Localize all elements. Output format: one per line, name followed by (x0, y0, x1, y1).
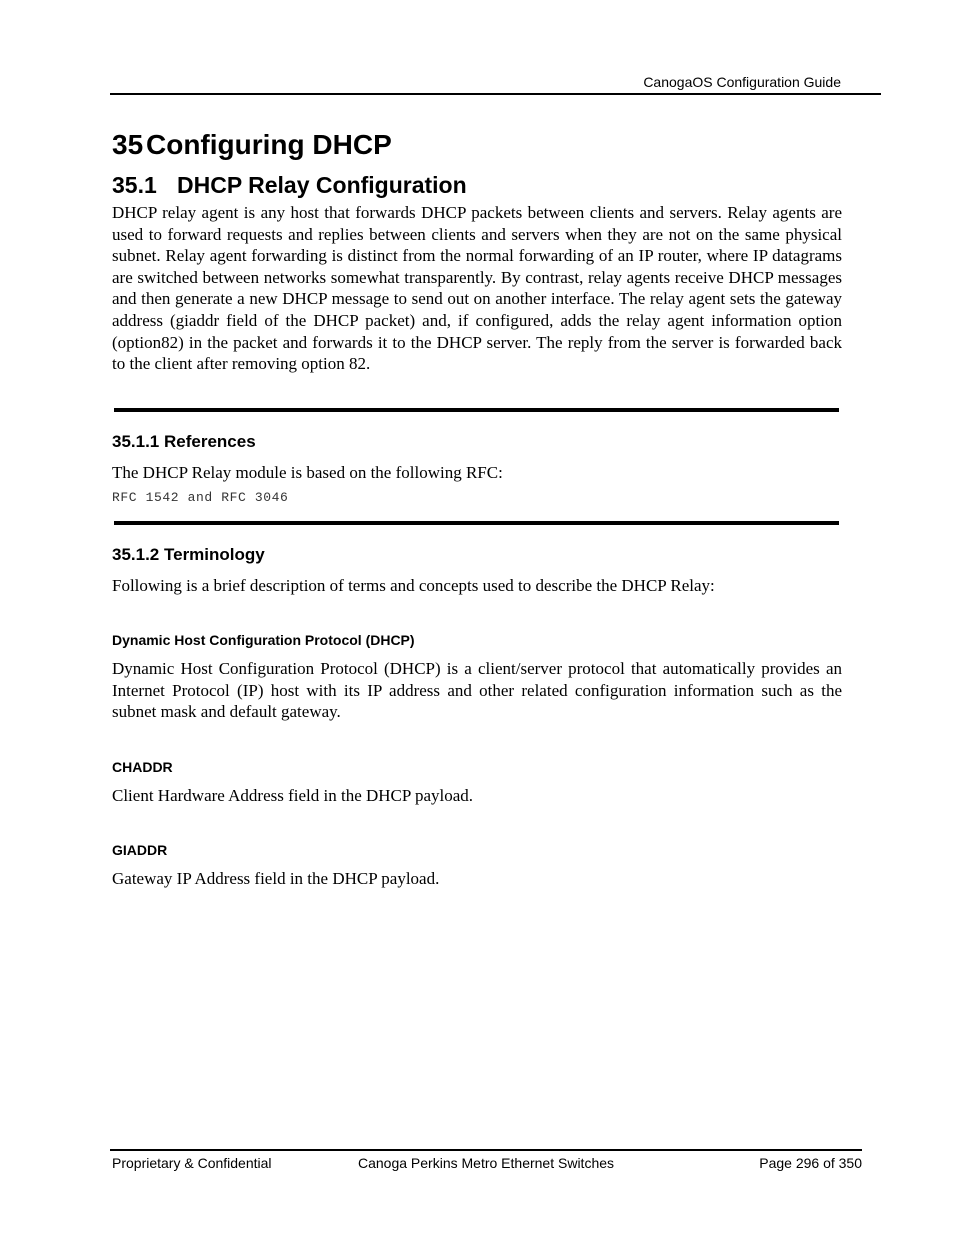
term-definition: Dynamic Host Configuration Protocol (DHCP) is a client/server protocol that automatically provides an Internet Protocol (IP) host with its IP address and other related configuration information such as the subnet mask and default gateway. (112, 658, 842, 722)
page-number: Page 296 of 350 (759, 1155, 862, 1171)
section-divider (114, 521, 839, 525)
section-divider (114, 408, 839, 412)
references-text: The DHCP Relay module is based on the following RFC: (112, 462, 503, 482)
term-name: GIADDR (112, 842, 168, 859)
footer-product: Canoga Perkins Metro Ethernet Switches (358, 1155, 615, 1171)
section-title (112, 168, 842, 202)
section-title-text: DHCP Relay Configuration (177, 172, 467, 198)
terminology-intro: Following is a brief description of terms and concepts used to describe the DHCP Relay: (112, 576, 715, 596)
term-name: Dynamic Host Configuration Protocol (DHCP) (112, 631, 415, 648)
chapter-title-text: Configuring DHCP (146, 129, 392, 160)
page-content (112, 120, 842, 890)
chapter-title (112, 128, 842, 168)
section-number: 35.1 (112, 172, 157, 198)
term-name: CHADDR (112, 758, 173, 775)
page-footer (110, 1149, 862, 1173)
footer-confidentiality: Proprietary & Confidential (112, 1155, 272, 1171)
references-title: 35.1.1 References (112, 431, 256, 451)
terminology-title: 35.1.2 Terminology (112, 545, 265, 565)
section-intro: DHCP relay agent is any host that forwards DHCP packets between clients and servers. Relay agents are used to forward requests and replies between clients and servers when they are not on the same physical subnet. Relay agent forwarding is distinct from the normal forwarding of an IP router, where IP datagrams are switched between networks somewhat transparently. By contrast, relay agents receive DHCP messages and then generate a new DHCP message to send out on another interface. The relay agent sets the gateway address (giaddr field of the DHCP packet) and, if configured, adds the relay agent information option (option82) in the packet and forwards it to the DHCP server. The reply from the server is forwarded back to the client after removing option 82. (112, 203, 842, 374)
term-definition: Client Hardware Address field in the DHCP payload. (112, 785, 474, 805)
term-definition: Gateway IP Address field in the DHCP payload. (112, 869, 440, 889)
document-title: CanogaOS Configuration Guide (643, 74, 841, 90)
chapter-number: 35 (112, 129, 144, 160)
page-header (110, 73, 881, 95)
rfc-list: RFC 1542 and RFC 3046 (112, 490, 289, 506)
